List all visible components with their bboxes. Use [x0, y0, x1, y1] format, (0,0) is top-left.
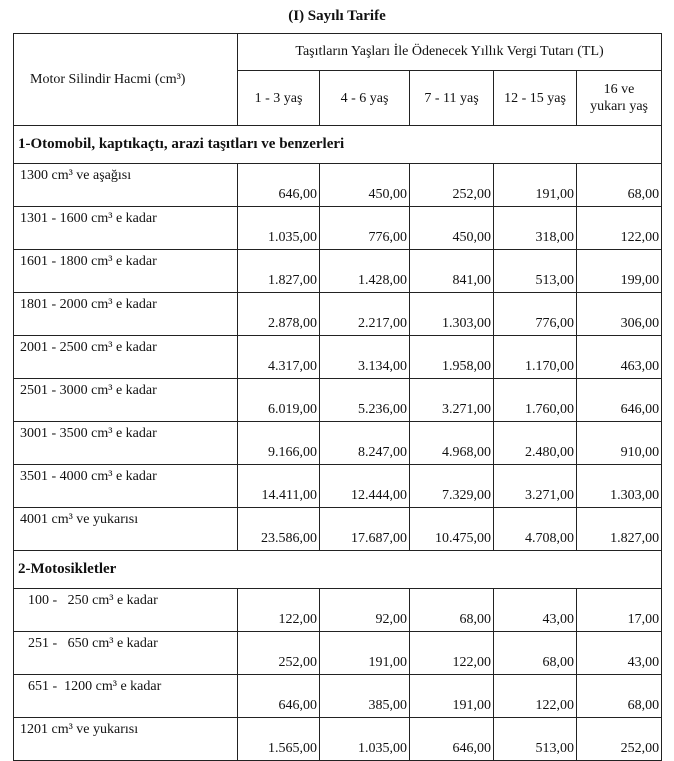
tax-amount-age-16-plus: 68,00	[577, 164, 662, 207]
tax-amount-age-4-6: 450,00	[320, 164, 410, 207]
header-age-7-11: 7 - 11 yaş	[410, 71, 494, 126]
tax-amount-age-16-plus: 463,00	[577, 336, 662, 379]
tax-amount-age-1-3: 1.827,00	[238, 250, 320, 293]
table-row	[14, 164, 662, 207]
tax-amount-age-7-11: 252,00	[410, 164, 494, 207]
section-row	[14, 551, 662, 589]
tax-amount-age-1-3: 2.878,00	[238, 293, 320, 336]
tax-amount-age-12-15: 318,00	[494, 207, 577, 250]
tax-amount-age-16-plus: 910,00	[577, 422, 662, 465]
tax-amount-age-1-3: 6.019,00	[238, 379, 320, 422]
engine-volume-cell: 1801 - 2000 cm³ e kadar	[14, 293, 238, 336]
tax-amount-age-12-15: 513,00	[494, 250, 577, 293]
tax-amount-age-12-15: 122,00	[494, 675, 577, 718]
table-row	[14, 589, 662, 632]
tax-amount-age-1-3: 646,00	[238, 164, 320, 207]
tax-amount-age-1-3: 4.317,00	[238, 336, 320, 379]
tax-amount-age-1-3: 1.565,00	[238, 718, 320, 761]
tax-amount-age-1-3: 646,00	[238, 675, 320, 718]
tax-amount-age-12-15: 191,00	[494, 164, 577, 207]
engine-volume-cell: 4001 cm³ ve yukarısı	[14, 508, 238, 551]
tax-amount-age-7-11: 7.329,00	[410, 465, 494, 508]
table-row	[14, 675, 662, 718]
engine-volume-cell: 1601 - 1800 cm³ e kadar	[14, 250, 238, 293]
tax-amount-age-4-6: 2.217,00	[320, 293, 410, 336]
table-row	[14, 718, 662, 761]
header-age-16-plus-line2: yukarı yaş	[590, 99, 648, 114]
tax-amount-age-1-3: 23.586,00	[238, 508, 320, 551]
tax-amount-age-12-15: 2.480,00	[494, 422, 577, 465]
table-header	[14, 34, 662, 126]
section-row	[14, 126, 662, 164]
tax-amount-age-4-6: 12.444,00	[320, 465, 410, 508]
section-title: 2-Motosikletler	[14, 551, 662, 589]
tax-amount-age-16-plus: 1.827,00	[577, 508, 662, 551]
table-row	[14, 336, 662, 379]
header-age-12-15: 12 - 15 yaş	[494, 71, 577, 126]
tax-amount-age-4-6: 1.428,00	[320, 250, 410, 293]
tax-amount-age-1-3: 122,00	[238, 589, 320, 632]
tax-amount-age-12-15: 4.708,00	[494, 508, 577, 551]
table-row	[14, 207, 662, 250]
tax-amount-age-7-11: 1.303,00	[410, 293, 494, 336]
engine-volume-cell: 3001 - 3500 cm³ e kadar	[14, 422, 238, 465]
tax-amount-age-7-11: 1.958,00	[410, 336, 494, 379]
tax-amount-age-1-3: 14.411,00	[238, 465, 320, 508]
table-row	[14, 250, 662, 293]
header-age-1-3: 1 - 3 yaş	[238, 71, 320, 126]
tax-amount-age-7-11: 3.271,00	[410, 379, 494, 422]
tax-amount-age-7-11: 122,00	[410, 632, 494, 675]
header-age-16-plus	[577, 71, 662, 126]
tax-amount-age-7-11: 450,00	[410, 207, 494, 250]
tax-amount-age-7-11: 4.968,00	[410, 422, 494, 465]
table-row	[14, 293, 662, 336]
tax-amount-age-16-plus: 1.303,00	[577, 465, 662, 508]
engine-volume-cell: 1201 cm³ ve yukarısı	[14, 718, 238, 761]
tax-amount-age-7-11: 841,00	[410, 250, 494, 293]
tax-amount-age-1-3: 1.035,00	[238, 207, 320, 250]
tax-amount-age-1-3: 9.166,00	[238, 422, 320, 465]
engine-volume-cell: 2001 - 2500 cm³ e kadar	[14, 336, 238, 379]
engine-volume-cell: 100 - 250 cm³ e kadar	[14, 589, 238, 632]
tax-amount-age-16-plus: 17,00	[577, 589, 662, 632]
tax-amount-age-7-11: 68,00	[410, 589, 494, 632]
tax-amount-age-12-15: 1.760,00	[494, 379, 577, 422]
tax-amount-age-4-6: 5.236,00	[320, 379, 410, 422]
engine-volume-cell: 651 - 1200 cm³ e kadar	[14, 675, 238, 718]
section-title: 1-Otomobil, kaptıkaçtı, arazi taşıtları ve benzerleri	[14, 126, 662, 164]
header-engine-volume: Motor Silindir Hacmi (cm³)	[14, 34, 238, 126]
tax-amount-age-16-plus: 68,00	[577, 675, 662, 718]
tax-amount-age-7-11: 10.475,00	[410, 508, 494, 551]
engine-volume-cell: 251 - 650 cm³ e kadar	[14, 632, 238, 675]
tax-amount-age-1-3: 252,00	[238, 632, 320, 675]
tax-amount-age-12-15: 513,00	[494, 718, 577, 761]
tax-amount-age-16-plus: 43,00	[577, 632, 662, 675]
engine-volume-cell: 1301 - 1600 cm³ e kadar	[14, 207, 238, 250]
tax-amount-age-4-6: 8.247,00	[320, 422, 410, 465]
header-age-16-plus-line1: 16 ve	[603, 82, 635, 97]
header-age-4-6: 4 - 6 yaş	[320, 71, 410, 126]
tax-amount-age-4-6: 1.035,00	[320, 718, 410, 761]
table-body	[14, 126, 662, 761]
engine-volume-cell: 3501 - 4000 cm³ e kadar	[14, 465, 238, 508]
tax-amount-age-7-11: 191,00	[410, 675, 494, 718]
tax-amount-age-4-6: 92,00	[320, 589, 410, 632]
tax-amount-age-16-plus: 252,00	[577, 718, 662, 761]
tax-amount-age-12-15: 1.170,00	[494, 336, 577, 379]
tax-amount-age-16-plus: 646,00	[577, 379, 662, 422]
tax-amount-age-4-6: 776,00	[320, 207, 410, 250]
table-row	[14, 379, 662, 422]
tax-amount-age-12-15: 776,00	[494, 293, 577, 336]
tax-amount-age-4-6: 385,00	[320, 675, 410, 718]
tax-amount-age-4-6: 3.134,00	[320, 336, 410, 379]
tax-amount-age-4-6: 17.687,00	[320, 508, 410, 551]
tax-amount-age-16-plus: 306,00	[577, 293, 662, 336]
table-row	[14, 422, 662, 465]
tax-amount-age-12-15: 43,00	[494, 589, 577, 632]
tax-amount-age-7-11: 646,00	[410, 718, 494, 761]
table-row	[14, 632, 662, 675]
table-row	[14, 465, 662, 508]
engine-volume-cell: 2501 - 3000 cm³ e kadar	[14, 379, 238, 422]
tax-amount-age-4-6: 191,00	[320, 632, 410, 675]
tax-amount-age-12-15: 68,00	[494, 632, 577, 675]
tax-amount-age-12-15: 3.271,00	[494, 465, 577, 508]
header-annual-tax-group: Taşıtların Yaşları İle Ödenecek Yıllık Vergi Tutarı (TL)	[238, 34, 662, 71]
document-title: (I) Sayılı Tarife	[288, 8, 386, 24]
tax-rate-table	[13, 33, 662, 761]
engine-volume-cell: 1300 cm³ ve aşağısı	[14, 164, 238, 207]
tax-amount-age-16-plus: 199,00	[577, 250, 662, 293]
tax-amount-age-16-plus: 122,00	[577, 207, 662, 250]
table-row	[14, 508, 662, 551]
